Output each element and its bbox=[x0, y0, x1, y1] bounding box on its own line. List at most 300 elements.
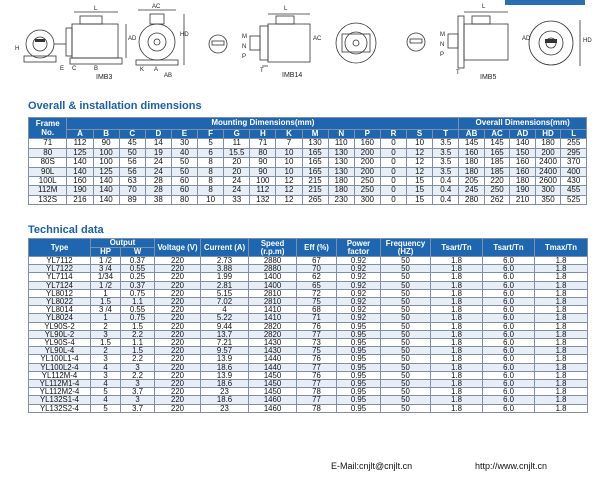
spec-cell: 220 bbox=[155, 257, 201, 265]
dim-label-a: A bbox=[154, 67, 159, 73]
column-header-p: P bbox=[354, 130, 380, 139]
dimension-cell: 190 bbox=[510, 186, 535, 195]
spec-cell: 0.92 bbox=[337, 298, 381, 306]
spec-cell: 2880 bbox=[249, 265, 297, 273]
spec-cell: 77 bbox=[297, 330, 337, 338]
motor-type-cell: YL90S-4 bbox=[29, 339, 91, 347]
hp-header: HP bbox=[91, 248, 121, 257]
column-header-hd: HD bbox=[535, 130, 560, 139]
tmax-tn-header: Tmax/Tn bbox=[535, 239, 588, 257]
spec-cell: 0.92 bbox=[337, 265, 381, 273]
spec-cell: 0.92 bbox=[337, 314, 381, 322]
column-header-h: H bbox=[250, 130, 276, 139]
dimensions-table-body bbox=[29, 139, 587, 205]
spec-cell: 1430 bbox=[249, 339, 297, 347]
spec-cell: 18.6 bbox=[201, 363, 249, 371]
spec-cell: 2.81 bbox=[201, 281, 249, 289]
dimensions-table bbox=[28, 117, 587, 205]
dimension-cell: 15 bbox=[407, 177, 433, 186]
footer-email[interactable]: E-Mail:cnjlt@cnjlt.cn bbox=[331, 461, 413, 471]
spec-cell: 3 bbox=[91, 355, 121, 363]
spec-cell: 1410 bbox=[249, 314, 297, 322]
dimension-cell: 8 bbox=[198, 177, 224, 186]
power-factor-header: Power factor bbox=[337, 239, 381, 257]
dimension-cell: 0 bbox=[380, 167, 406, 176]
spec-cell: 62 bbox=[297, 273, 337, 281]
dimension-cell: 50 bbox=[119, 148, 145, 157]
dimension-cell: 24 bbox=[145, 167, 171, 176]
dimension-cell: 140 bbox=[93, 195, 119, 204]
spec-cell: 220 bbox=[155, 322, 201, 330]
table-row bbox=[29, 265, 588, 273]
spec-cell: 1.8 bbox=[535, 289, 588, 297]
accent-stripe bbox=[505, 0, 585, 5]
spec-cell: 1.8 bbox=[535, 355, 588, 363]
spec-cell: 1.8 bbox=[431, 404, 483, 412]
dimension-cell: 80 bbox=[250, 148, 276, 157]
dimension-cell: 216 bbox=[67, 195, 93, 204]
drawing-imb3 bbox=[14, 6, 189, 86]
spec-cell: 1.8 bbox=[431, 314, 483, 322]
dimension-cell: 56 bbox=[119, 167, 145, 176]
frame-number-cell: 100L bbox=[29, 177, 67, 186]
dim-label-n-imb14: N bbox=[242, 44, 247, 50]
dimension-cell: 180 bbox=[459, 167, 484, 176]
dimension-cell: 250 bbox=[354, 186, 380, 195]
spec-cell: 6.0 bbox=[483, 306, 535, 314]
dimension-cell: 15 bbox=[407, 195, 433, 204]
spec-cell: 3 bbox=[121, 380, 155, 388]
spec-cell: 1.8 bbox=[431, 322, 483, 330]
spec-cell: 1.8 bbox=[431, 363, 483, 371]
spec-cell: 50 bbox=[381, 355, 431, 363]
spec-cell: 220 bbox=[155, 380, 201, 388]
dimension-cell: 10 bbox=[198, 195, 224, 204]
dim-label-l-imb14: L bbox=[284, 6, 288, 12]
spec-cell: 0.25 bbox=[121, 273, 155, 281]
table-row bbox=[29, 404, 588, 412]
spec-cell: 1.8 bbox=[535, 380, 588, 388]
dimension-cell: 130 bbox=[328, 158, 354, 167]
dimension-cell: 15.5 bbox=[224, 148, 250, 157]
dimension-cell: 145 bbox=[459, 139, 484, 148]
spec-cell: 5.15 bbox=[201, 289, 249, 297]
dim-label-ad-imb5: AD bbox=[522, 36, 531, 42]
spec-cell: 2 bbox=[91, 322, 121, 330]
dimension-cell: 455 bbox=[561, 186, 587, 195]
spec-cell: 0.95 bbox=[337, 388, 381, 396]
motor-type-cell: YL112M1-4 bbox=[29, 380, 91, 388]
spec-cell: 6.0 bbox=[483, 257, 535, 265]
spec-cell: 6.0 bbox=[483, 265, 535, 273]
column-header-c: C bbox=[119, 130, 145, 139]
spec-cell: 6.0 bbox=[483, 330, 535, 338]
spec-cell: 1 bbox=[91, 289, 121, 297]
spec-cell: 220 bbox=[155, 273, 201, 281]
column-header-a: A bbox=[67, 130, 93, 139]
spec-cell: 70 bbox=[297, 265, 337, 273]
spec-cell: 2.73 bbox=[201, 257, 249, 265]
spec-cell: 220 bbox=[155, 306, 201, 314]
dimension-cell: 130 bbox=[328, 148, 354, 157]
spec-cell: 1.8 bbox=[535, 371, 588, 379]
dimension-cell: 180 bbox=[510, 177, 535, 186]
frame-number-cell: 90L bbox=[29, 167, 67, 176]
spec-cell: 0.92 bbox=[337, 273, 381, 281]
spec-cell: 50 bbox=[381, 371, 431, 379]
spec-cell: 50 bbox=[381, 330, 431, 338]
spec-cell: 0.75 bbox=[121, 314, 155, 322]
imb14-caption: IMB14 bbox=[282, 72, 303, 79]
motor-type-cell: YL7114 bbox=[29, 273, 91, 281]
current-header: Current (A) bbox=[201, 239, 249, 257]
table-row bbox=[29, 195, 587, 204]
spec-cell: 2.2 bbox=[121, 355, 155, 363]
dimension-cell: 160 bbox=[459, 148, 484, 157]
tstart-tn-header-2: Tsart/Tn bbox=[483, 239, 535, 257]
spec-cell: 0.37 bbox=[121, 257, 155, 265]
frequency-header: Frequency (HZ) bbox=[381, 239, 431, 257]
dimension-cell: 5 bbox=[198, 139, 224, 148]
spec-cell: 50 bbox=[381, 265, 431, 273]
table-row bbox=[29, 388, 588, 396]
table-row bbox=[29, 186, 587, 195]
dimension-cell: 24 bbox=[224, 186, 250, 195]
dimension-cell: 140 bbox=[510, 139, 535, 148]
dimension-cell: 130 bbox=[328, 167, 354, 176]
spec-cell: 0.95 bbox=[337, 363, 381, 371]
dimension-cell: 190 bbox=[67, 186, 93, 195]
table-row bbox=[29, 139, 587, 148]
spec-cell: 1 /2 bbox=[91, 281, 121, 289]
spec-cell: 1.8 bbox=[431, 273, 483, 281]
dimension-cell: 8 bbox=[198, 186, 224, 195]
spec-cell: 5 bbox=[91, 404, 121, 412]
dimension-cell: 30 bbox=[171, 139, 197, 148]
spec-cell: 9.57 bbox=[201, 347, 249, 355]
dim-label-e: E bbox=[60, 66, 65, 72]
dimension-cell: 12 bbox=[276, 186, 302, 195]
dimension-cell: 205 bbox=[459, 177, 484, 186]
dimension-cell: 90 bbox=[250, 167, 276, 176]
installation-drawings bbox=[0, 6, 603, 92]
column-header-t: T bbox=[433, 130, 459, 139]
dim-label-m-imb5: M bbox=[440, 32, 445, 38]
dimension-cell: 110 bbox=[328, 139, 354, 148]
dimension-cell: 215 bbox=[302, 177, 328, 186]
spec-cell: 67 bbox=[297, 257, 337, 265]
frame-no-header: Frame No. bbox=[29, 118, 67, 139]
dimension-cell: 33 bbox=[224, 195, 250, 204]
spec-cell: 220 bbox=[155, 281, 201, 289]
dimension-cell: 100 bbox=[93, 148, 119, 157]
spec-cell: 50 bbox=[381, 306, 431, 314]
dimension-cell: 112 bbox=[250, 186, 276, 195]
dimension-cell: 10 bbox=[276, 158, 302, 167]
spec-cell: 0.95 bbox=[337, 347, 381, 355]
dimension-cell: 245 bbox=[459, 186, 484, 195]
dimension-cell: 160 bbox=[510, 167, 535, 176]
dimension-cell: 12 bbox=[407, 158, 433, 167]
dimension-cell: 112 bbox=[67, 139, 93, 148]
dim-label-ac-imb14: AC bbox=[313, 36, 322, 42]
spec-cell: 1.8 bbox=[431, 306, 483, 314]
spec-cell: 6.0 bbox=[483, 380, 535, 388]
dimension-cell: 89 bbox=[119, 195, 145, 204]
spec-cell: 1440 bbox=[249, 355, 297, 363]
table-row bbox=[29, 148, 587, 157]
dim-label-p-imb14: P bbox=[242, 54, 247, 60]
dimension-cell: 180 bbox=[459, 158, 484, 167]
spec-cell: 77 bbox=[297, 363, 337, 371]
spec-cell: 1 /2 bbox=[91, 257, 121, 265]
spec-cell: 4 bbox=[201, 306, 249, 314]
motor-type-cell: YL90S-2 bbox=[29, 322, 91, 330]
frame-number-cell: 132S bbox=[29, 195, 67, 204]
section-title-technical: Technical data bbox=[28, 224, 104, 236]
dimension-cell: 370 bbox=[561, 158, 587, 167]
spec-cell: 1450 bbox=[249, 380, 297, 388]
dimension-cell: 7 bbox=[276, 139, 302, 148]
dimension-cell: 210 bbox=[510, 195, 535, 204]
dimension-cell: 430 bbox=[561, 177, 587, 186]
motor-type-cell: YL132S2-4 bbox=[29, 404, 91, 412]
spec-cell: 1.8 bbox=[535, 265, 588, 273]
dim-label-k: K bbox=[140, 67, 145, 73]
dimension-cell: 24 bbox=[224, 177, 250, 186]
dimension-cell: 350 bbox=[535, 195, 560, 204]
spec-cell: 3.88 bbox=[201, 265, 249, 273]
spec-cell: 220 bbox=[155, 363, 201, 371]
motor-type-cell: YL8014 bbox=[29, 306, 91, 314]
spec-cell: 3 /4 bbox=[91, 265, 121, 273]
dimension-cell: 15 bbox=[407, 186, 433, 195]
spec-cell: 1.1 bbox=[121, 339, 155, 347]
dimension-cell: 265 bbox=[302, 195, 328, 204]
spec-cell: 13.9 bbox=[201, 371, 249, 379]
dim-label-c: C bbox=[72, 66, 77, 72]
speed-header: Speed (r.p.m) bbox=[249, 239, 297, 257]
column-header-k: K bbox=[276, 130, 302, 139]
spec-cell: 2.2 bbox=[121, 330, 155, 338]
dimension-cell: 160 bbox=[67, 177, 93, 186]
voltage-header: Voltage (V) bbox=[155, 239, 201, 257]
table-row bbox=[29, 322, 588, 330]
imb5-caption: IMB5 bbox=[480, 74, 497, 81]
dimension-cell: 12 bbox=[407, 148, 433, 157]
table-row bbox=[29, 257, 588, 265]
spec-cell: 76 bbox=[297, 355, 337, 363]
dimension-cell: 8 bbox=[198, 158, 224, 167]
spec-cell: 23 bbox=[201, 388, 249, 396]
spec-cell: 6.0 bbox=[483, 388, 535, 396]
spec-cell: 220 bbox=[155, 298, 201, 306]
spec-cell: 1.8 bbox=[431, 289, 483, 297]
dim-label-t-imb14: T bbox=[260, 68, 264, 74]
dimension-cell: 160 bbox=[510, 158, 535, 167]
spec-cell: 1.8 bbox=[431, 339, 483, 347]
dimension-cell: 180 bbox=[535, 139, 560, 148]
spec-cell: 1 bbox=[91, 314, 121, 322]
tstart-tn-header-1: Tsart/Tn bbox=[431, 239, 483, 257]
table-row bbox=[29, 330, 588, 338]
dimension-cell: 0 bbox=[380, 195, 406, 204]
dimension-cell: 40 bbox=[171, 148, 197, 157]
spec-cell: 76 bbox=[297, 371, 337, 379]
motor-type-cell: YL132S1-4 bbox=[29, 396, 91, 404]
dimension-cell: 11 bbox=[224, 139, 250, 148]
dimension-cell: 200 bbox=[354, 148, 380, 157]
spec-cell: 1430 bbox=[249, 347, 297, 355]
spec-cell: 0.95 bbox=[337, 404, 381, 412]
spec-cell: 1.8 bbox=[535, 347, 588, 355]
dimension-cell: 0 bbox=[380, 139, 406, 148]
spec-cell: 1.5 bbox=[91, 298, 121, 306]
spec-cell: 50 bbox=[381, 396, 431, 404]
table-row bbox=[29, 298, 588, 306]
motor-type-cell: YL112M-4 bbox=[29, 371, 91, 379]
dimension-cell: 3.5 bbox=[433, 158, 459, 167]
spec-cell: 1.8 bbox=[431, 265, 483, 273]
spec-cell: 1400 bbox=[249, 273, 297, 281]
spec-cell: 220 bbox=[155, 339, 201, 347]
spec-cell: 220 bbox=[155, 289, 201, 297]
dimension-cell: 12 bbox=[407, 167, 433, 176]
spec-cell: 1.5 bbox=[121, 347, 155, 355]
dimension-cell: 19 bbox=[145, 148, 171, 157]
spec-cell: 71 bbox=[297, 314, 337, 322]
spec-cell: 2.2 bbox=[121, 371, 155, 379]
spec-cell: 1.5 bbox=[121, 322, 155, 330]
column-header-r: R bbox=[380, 130, 406, 139]
dimension-cell: 300 bbox=[354, 195, 380, 204]
spec-cell: 2820 bbox=[249, 322, 297, 330]
dimension-cell: 140 bbox=[67, 167, 93, 176]
dimension-cell: 50 bbox=[171, 158, 197, 167]
spec-cell: 50 bbox=[381, 322, 431, 330]
dimension-cell: 200 bbox=[535, 148, 560, 157]
motor-type-cell: YL100L1-4 bbox=[29, 355, 91, 363]
table-row bbox=[29, 158, 587, 167]
table-row bbox=[29, 355, 588, 363]
dimension-cell: 165 bbox=[302, 167, 328, 176]
spec-cell: 1400 bbox=[249, 281, 297, 289]
spec-cell: 6.0 bbox=[483, 371, 535, 379]
spec-cell: 18.6 bbox=[201, 396, 249, 404]
column-header-f: F bbox=[198, 130, 224, 139]
footer-url[interactable]: http://www.cnjlt.cn bbox=[475, 461, 548, 471]
spec-cell: 76 bbox=[297, 322, 337, 330]
spec-cell: 1.8 bbox=[535, 306, 588, 314]
dimension-cell: 0.4 bbox=[433, 177, 459, 186]
column-header-g: G bbox=[224, 130, 250, 139]
dimension-cell: 38 bbox=[145, 195, 171, 204]
spec-cell: 0.75 bbox=[121, 289, 155, 297]
drawing-imb14 bbox=[204, 6, 384, 86]
dimension-cell: 132 bbox=[250, 195, 276, 204]
column-header-e: E bbox=[171, 130, 197, 139]
table-row bbox=[29, 273, 588, 281]
dimension-cell: 0 bbox=[380, 158, 406, 167]
column-header-ac: AC bbox=[484, 130, 509, 139]
spec-cell: 3 bbox=[91, 371, 121, 379]
dimension-cell: 0.4 bbox=[433, 195, 459, 204]
spec-cell: 220 bbox=[155, 355, 201, 363]
dimension-cell: 125 bbox=[67, 148, 93, 157]
spec-cell: 0.95 bbox=[337, 396, 381, 404]
dimensions-subheader-row bbox=[29, 130, 587, 139]
dimension-cell: 140 bbox=[67, 158, 93, 167]
spec-cell: 0.95 bbox=[337, 330, 381, 338]
spec-cell: 72 bbox=[297, 289, 337, 297]
motor-type-cell: YL7124 bbox=[29, 281, 91, 289]
spec-cell: 1.8 bbox=[431, 355, 483, 363]
dimension-cell: 28 bbox=[145, 177, 171, 186]
dimension-cell: 125 bbox=[93, 167, 119, 176]
spec-cell: 1.8 bbox=[431, 396, 483, 404]
spec-cell: 6.0 bbox=[483, 355, 535, 363]
table-row bbox=[29, 281, 588, 289]
technical-data-table bbox=[28, 238, 588, 413]
spec-cell: 50 bbox=[381, 289, 431, 297]
spec-cell: 0.55 bbox=[121, 265, 155, 273]
spec-cell: 0.95 bbox=[337, 339, 381, 347]
spec-cell: 73 bbox=[297, 339, 337, 347]
dim-label-hd: HD bbox=[180, 32, 189, 38]
spec-cell: 220 bbox=[155, 330, 201, 338]
dimension-cell: 12 bbox=[276, 177, 302, 186]
spec-cell: 1.5 bbox=[91, 339, 121, 347]
spec-cell: 1.8 bbox=[535, 330, 588, 338]
dimension-cell: 50 bbox=[171, 167, 197, 176]
dim-label-l: L bbox=[94, 6, 98, 12]
spec-cell: 0.92 bbox=[337, 306, 381, 314]
dimension-cell: 3.5 bbox=[433, 167, 459, 176]
frame-number-cell: 71 bbox=[29, 139, 67, 148]
spec-cell: 1.8 bbox=[535, 396, 588, 404]
dim-label-n-imb5: N bbox=[440, 42, 445, 48]
dimension-cell: 185 bbox=[484, 167, 509, 176]
spec-cell: 220 bbox=[155, 265, 201, 273]
dim-label-h: H bbox=[15, 46, 20, 52]
spec-cell: 1.8 bbox=[535, 314, 588, 322]
spec-cell: 220 bbox=[155, 347, 201, 355]
spec-cell: 6.0 bbox=[483, 404, 535, 412]
spec-cell: 1.8 bbox=[431, 371, 483, 379]
spec-cell: 2820 bbox=[249, 330, 297, 338]
dimension-cell: 262 bbox=[484, 195, 509, 204]
dimension-cell: 300 bbox=[535, 186, 560, 195]
table-row bbox=[29, 363, 588, 371]
table-row bbox=[29, 347, 588, 355]
spec-cell: 1.8 bbox=[535, 388, 588, 396]
dim-label-ab: AB bbox=[164, 73, 173, 79]
dimension-cell: 8 bbox=[198, 167, 224, 176]
column-header-ab: AB bbox=[459, 130, 484, 139]
dim-label-p-imb5: P bbox=[440, 52, 445, 58]
spec-cell: 0.95 bbox=[337, 322, 381, 330]
spec-cell: 50 bbox=[381, 339, 431, 347]
dimension-cell: 185 bbox=[484, 158, 509, 167]
spec-cell: 1.8 bbox=[431, 388, 483, 396]
spec-cell: 1.8 bbox=[431, 281, 483, 289]
dimension-cell: 280 bbox=[459, 195, 484, 204]
dimension-cell: 28 bbox=[145, 186, 171, 195]
spec-cell: 50 bbox=[381, 281, 431, 289]
spec-cell: 1.8 bbox=[431, 298, 483, 306]
imb5-diagram bbox=[400, 6, 595, 86]
spec-cell: 1.8 bbox=[431, 380, 483, 388]
